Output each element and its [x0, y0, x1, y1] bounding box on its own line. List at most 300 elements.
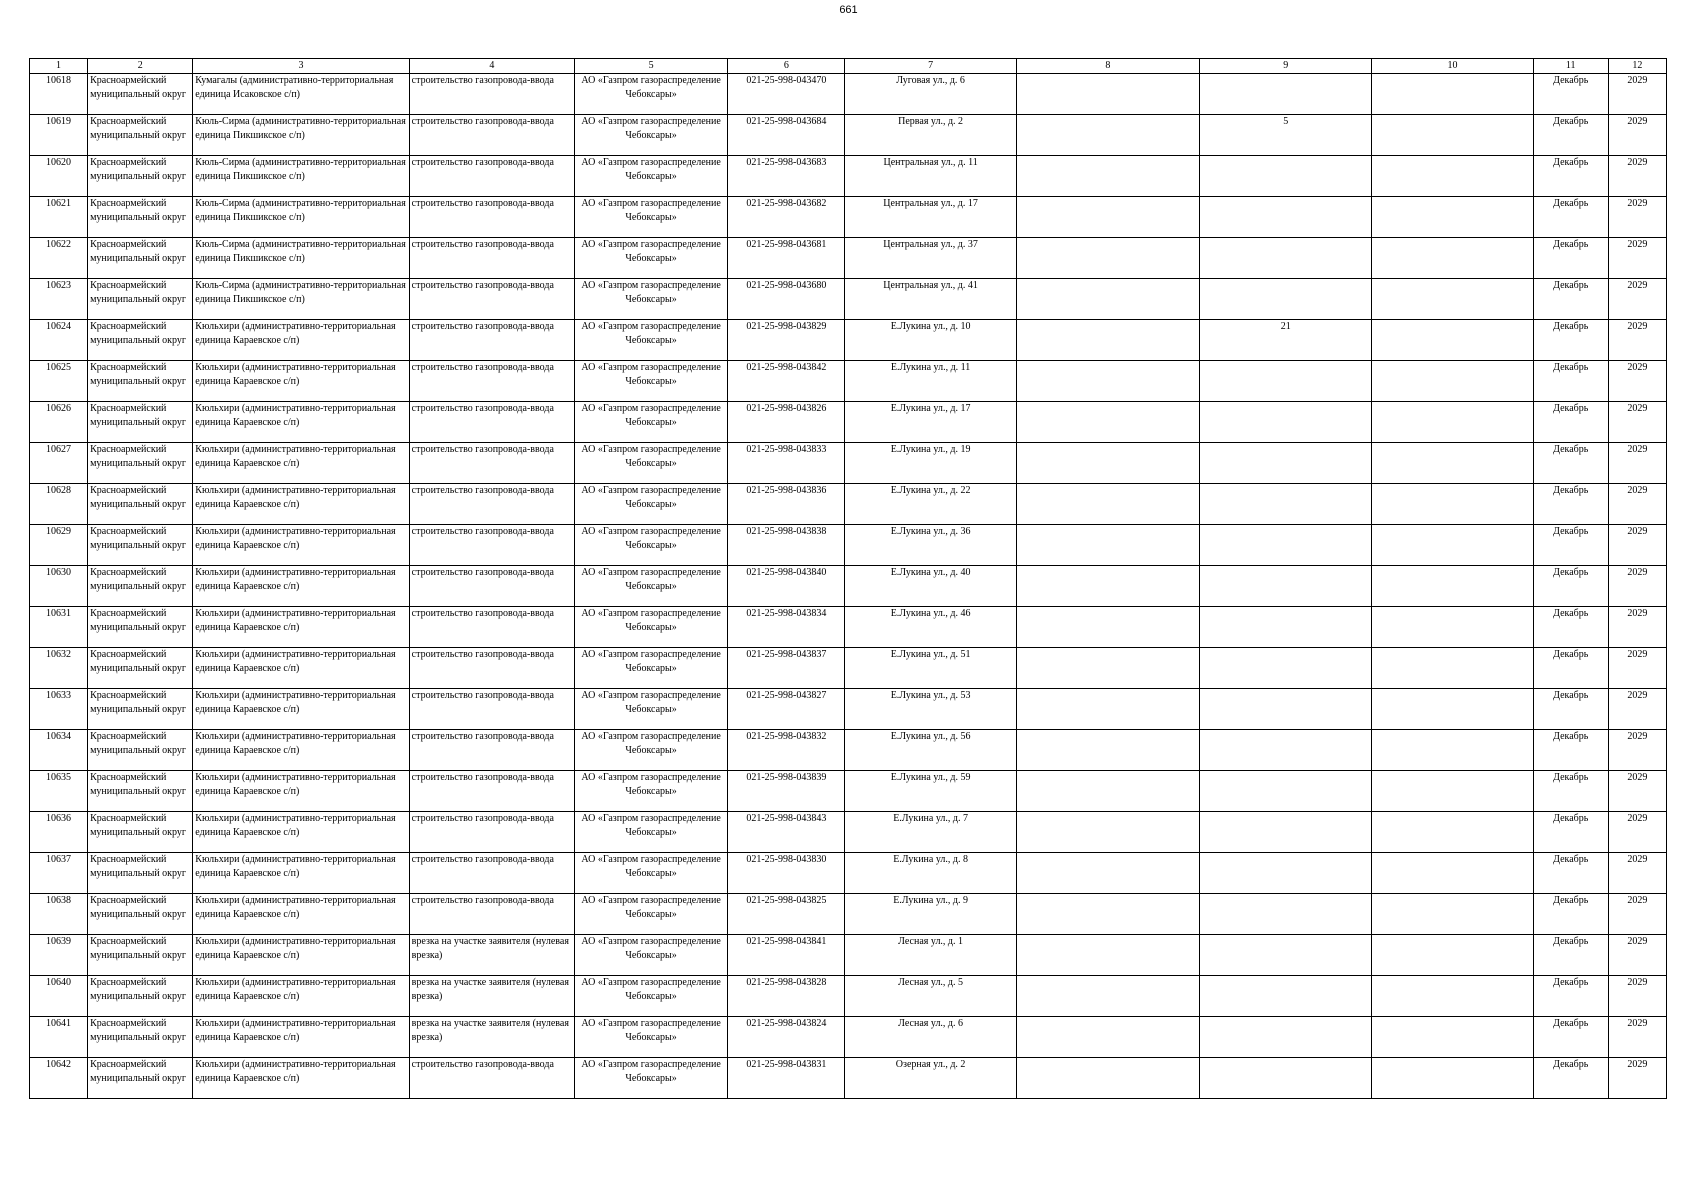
column-8-cell [1016, 115, 1199, 156]
organization-cell-text: АО «Газпром газораспределение Чебоксары» [581, 649, 721, 674]
year-cell [1608, 935, 1666, 976]
district-cell [88, 443, 193, 484]
address-cell [845, 74, 1016, 115]
column-8-cell-text [1019, 238, 1197, 278]
object-code-cell-text: 021-25-998-043841 [746, 936, 827, 947]
column-10-cell-text [1374, 1058, 1530, 1098]
row-number-cell [30, 812, 88, 853]
column-10-cell-text [1374, 443, 1530, 483]
year-cell-text: 2029 [1627, 362, 1648, 373]
column-9-cell [1200, 115, 1372, 156]
column-header: 4 [409, 59, 574, 74]
organization-cell-text: АО «Газпром газораспределение Чебоксары» [581, 485, 721, 510]
column-10-cell [1372, 853, 1533, 894]
column-8-cell [1016, 74, 1199, 115]
locality-cell-text: Кюльхири (административно-территориальная единица Караевское с/п) [195, 321, 396, 346]
district-cell-text: Красноармейский муниципальный округ [90, 239, 187, 264]
district-cell-text: Красноармейский муниципальный округ [90, 362, 187, 387]
locality-cell [193, 853, 409, 894]
address-cell-text: Е.Лукина ул., д. 59 [890, 772, 971, 783]
column-10-cell-text [1374, 320, 1530, 360]
work-type-cell-text: строительство газопровода-ввода [411, 772, 554, 783]
district-cell [88, 279, 193, 320]
column-9-cell-text [1202, 689, 1369, 729]
column-10-cell-text [1374, 115, 1530, 155]
object-code-cell-text: 021-25-998-043680 [746, 280, 827, 291]
district-cell [88, 607, 193, 648]
column-8-cell [1016, 484, 1199, 525]
column-10-cell [1372, 74, 1533, 115]
locality-cell-text: Кюльхири (административно-территориальная единица Караевское с/п) [195, 936, 396, 961]
locality-cell-text: Кюльхири (административно-территориальная единица Караевское с/п) [195, 362, 396, 387]
month-cell-text: Декабрь [1553, 690, 1589, 701]
district-cell [88, 361, 193, 402]
column-10-cell-text [1374, 525, 1530, 565]
work-type-cell [409, 443, 574, 484]
column-10-cell [1372, 1017, 1533, 1058]
table-row [30, 771, 1667, 812]
organization-cell [574, 648, 727, 689]
address-cell-text: Е.Лукина ул., д. 22 [890, 485, 971, 496]
year-cell-text: 2029 [1627, 157, 1648, 168]
year-cell-text: 2029 [1627, 198, 1648, 209]
address-cell-text: Центральная ул., д. 37 [883, 239, 978, 250]
year-cell [1608, 853, 1666, 894]
district-cell [88, 525, 193, 566]
district-cell [88, 74, 193, 115]
organization-cell-text: АО «Газпром газораспределение Чебоксары» [581, 608, 721, 633]
organization-cell-text: АО «Газпром газораспределение Чебоксары» [581, 731, 721, 756]
column-8-cell-text [1019, 976, 1197, 1016]
column-10-cell-text [1374, 238, 1530, 278]
column-10-cell [1372, 976, 1533, 1017]
year-cell [1608, 689, 1666, 730]
row-number-cell [30, 115, 88, 156]
month-cell-text: Декабрь [1553, 649, 1589, 660]
work-type-cell-text: врезка на участке заявителя (нулевая врезка) [411, 1018, 569, 1043]
month-cell-text: Декабрь [1553, 936, 1589, 947]
column-9-cell [1200, 320, 1372, 361]
year-cell-text: 2029 [1627, 772, 1648, 783]
object-code-cell [728, 976, 845, 1017]
district-cell [88, 812, 193, 853]
locality-cell-text: Кюль-Сирма (административно-территориальная единица Пикшикское с/п) [195, 116, 406, 141]
column-9-cell-text [1202, 197, 1369, 237]
table-row [30, 648, 1667, 689]
row-number-cell [30, 648, 88, 689]
column-8-cell-text [1019, 1017, 1197, 1057]
column-10-cell-text [1374, 566, 1530, 606]
work-type-cell-text: строительство газопровода-ввода [411, 895, 554, 906]
locality-cell [193, 74, 409, 115]
month-cell-text: Декабрь [1553, 403, 1589, 414]
locality-cell-text: Кюльхири (административно-территориальная единица Караевское с/п) [195, 895, 396, 920]
column-8-cell-text [1019, 566, 1197, 606]
work-type-cell [409, 74, 574, 115]
organization-cell-text: АО «Газпром газораспределение Чебоксары» [581, 198, 721, 223]
address-cell-text: Лесная ул., д. 6 [898, 1018, 964, 1029]
organization-cell-text: АО «Газпром газораспределение Чебоксары» [581, 444, 721, 469]
district-cell-text: Красноармейский муниципальный округ [90, 444, 187, 469]
column-9-cell-text [1202, 648, 1369, 688]
district-cell-text: Красноармейский муниципальный округ [90, 526, 187, 551]
month-cell [1533, 976, 1608, 1017]
address-cell-text: Озерная ул., д. 2 [895, 1059, 966, 1070]
object-code-cell-text: 021-25-998-043834 [746, 608, 827, 619]
locality-cell-text: Кюльхири (административно-территориальная единица Караевское с/п) [195, 608, 396, 633]
column-9-cell [1200, 74, 1372, 115]
address-cell [845, 812, 1016, 853]
district-cell [88, 566, 193, 607]
district-cell-text: Красноармейский муниципальный округ [90, 977, 187, 1002]
object-code-cell [728, 320, 845, 361]
organization-cell [574, 484, 727, 525]
year-cell [1608, 1058, 1666, 1099]
row-number-cell [30, 853, 88, 894]
column-8-cell [1016, 402, 1199, 443]
column-10-cell [1372, 607, 1533, 648]
object-code-cell-text: 021-25-998-043682 [746, 198, 827, 209]
month-cell [1533, 361, 1608, 402]
month-cell [1533, 935, 1608, 976]
column-10-cell-text [1374, 1017, 1530, 1057]
month-cell [1533, 484, 1608, 525]
work-type-cell [409, 361, 574, 402]
column-10-cell [1372, 402, 1533, 443]
district-cell [88, 197, 193, 238]
district-cell-text: Красноармейский муниципальный округ [90, 772, 187, 797]
object-code-cell-text: 021-25-998-043831 [746, 1059, 827, 1070]
address-cell [845, 197, 1016, 238]
table-row [30, 156, 1667, 197]
month-cell-text: Декабрь [1553, 1018, 1589, 1029]
work-type-cell [409, 689, 574, 730]
locality-cell [193, 115, 409, 156]
work-type-cell-text: врезка на участке заявителя (нулевая врезка) [411, 936, 569, 961]
table-row [30, 894, 1667, 935]
column-10-cell [1372, 197, 1533, 238]
column-header: 5 [574, 59, 727, 74]
column-9-cell [1200, 1058, 1372, 1099]
address-cell-text: Лесная ул., д. 5 [898, 977, 964, 988]
district-cell-text: Красноармейский муниципальный округ [90, 485, 187, 510]
work-type-cell [409, 402, 574, 443]
object-code-cell [728, 771, 845, 812]
column-8-cell-text [1019, 484, 1197, 524]
column-10-cell-text [1374, 607, 1530, 647]
work-type-cell [409, 648, 574, 689]
work-type-cell-text: строительство газопровода-ввода [411, 362, 554, 373]
locality-cell [193, 320, 409, 361]
address-cell-text: Е.Лукина ул., д. 10 [890, 321, 971, 332]
district-cell [88, 689, 193, 730]
organization-cell [574, 607, 727, 648]
object-code-cell-text: 021-25-998-043825 [746, 895, 827, 906]
row-number-cell [30, 730, 88, 771]
month-cell [1533, 443, 1608, 484]
row-number-cell [30, 320, 88, 361]
work-type-cell [409, 566, 574, 607]
month-cell-text: Декабрь [1553, 198, 1589, 209]
object-code-cell [728, 730, 845, 771]
column-8-cell-text [1019, 402, 1197, 442]
column-8-cell [1016, 1017, 1199, 1058]
locality-cell [193, 525, 409, 566]
work-type-cell [409, 935, 574, 976]
organization-cell [574, 853, 727, 894]
organization-cell-text: АО «Газпром газораспределение Чебоксары» [581, 1059, 721, 1084]
column-9-cell [1200, 156, 1372, 197]
column-8-cell [1016, 730, 1199, 771]
month-cell-text: Декабрь [1553, 321, 1589, 332]
month-cell [1533, 648, 1608, 689]
row-number-cell [30, 771, 88, 812]
address-cell-text: Е.Лукина ул., д. 36 [890, 526, 971, 537]
district-cell [88, 976, 193, 1017]
column-9-cell [1200, 771, 1372, 812]
column-8-cell [1016, 935, 1199, 976]
column-9-cell-text [1202, 156, 1369, 196]
column-8-cell [1016, 443, 1199, 484]
year-cell-text: 2029 [1627, 936, 1648, 947]
district-cell-text: Красноармейский муниципальный округ [90, 403, 187, 428]
work-type-cell-text: строительство газопровода-ввода [411, 813, 554, 824]
column-8-cell-text [1019, 853, 1197, 893]
organization-cell [574, 771, 727, 812]
row-number-cell-text: 10632 [46, 649, 72, 660]
work-type-cell-text: строительство газопровода-ввода [411, 403, 554, 414]
column-8-cell-text [1019, 689, 1197, 729]
year-cell [1608, 730, 1666, 771]
district-cell-text: Красноармейский муниципальный округ [90, 198, 187, 223]
column-8-cell-text [1019, 361, 1197, 401]
column-header: 6 [728, 59, 845, 74]
work-type-cell-text: строительство газопровода-ввода [411, 321, 554, 332]
work-type-cell [409, 484, 574, 525]
locality-cell-text: Кюльхири (административно-территориальная единица Караевское с/п) [195, 526, 396, 551]
table-row [30, 279, 1667, 320]
column-9-cell [1200, 525, 1372, 566]
row-number-cell [30, 484, 88, 525]
table-row [30, 1058, 1667, 1099]
district-cell [88, 648, 193, 689]
table-row [30, 689, 1667, 730]
object-code-cell [728, 361, 845, 402]
column-9-cell-text [1202, 730, 1369, 770]
month-cell [1533, 894, 1608, 935]
year-cell [1608, 894, 1666, 935]
year-cell-text: 2029 [1627, 977, 1648, 988]
organization-cell-text: АО «Газпром газораспределение Чебоксары» [581, 526, 721, 551]
row-number-cell-text: 10639 [46, 936, 72, 947]
column-8-cell [1016, 566, 1199, 607]
column-8-cell [1016, 238, 1199, 279]
column-8-cell-text [1019, 443, 1197, 483]
table-row [30, 361, 1667, 402]
row-number-cell [30, 607, 88, 648]
address-cell [845, 484, 1016, 525]
locality-cell [193, 894, 409, 935]
address-cell [845, 771, 1016, 812]
locality-cell [193, 1058, 409, 1099]
organization-cell [574, 812, 727, 853]
year-cell-text: 2029 [1627, 116, 1648, 127]
year-cell [1608, 320, 1666, 361]
object-code-cell-text: 021-25-998-043830 [746, 854, 827, 865]
month-cell-text: Декабрь [1553, 567, 1589, 578]
row-number-cell [30, 279, 88, 320]
month-cell [1533, 1017, 1608, 1058]
column-9-cell [1200, 976, 1372, 1017]
row-number-cell [30, 1017, 88, 1058]
column-9-cell-text [1202, 812, 1369, 852]
row-number-cell [30, 74, 88, 115]
work-type-cell [409, 115, 574, 156]
table-body [30, 74, 1667, 1099]
column-10-cell [1372, 1058, 1533, 1099]
object-code-cell [728, 1017, 845, 1058]
column-8-cell [1016, 361, 1199, 402]
district-cell [88, 1017, 193, 1058]
table-row [30, 484, 1667, 525]
address-cell-text: Е.Лукина ул., д. 51 [890, 649, 971, 660]
table-row [30, 197, 1667, 238]
column-9-cell-text [1202, 853, 1369, 893]
column-9-cell [1200, 894, 1372, 935]
work-type-cell [409, 853, 574, 894]
column-10-cell-text [1374, 771, 1530, 811]
row-number-cell-text: 10638 [46, 895, 72, 906]
column-9-cell [1200, 648, 1372, 689]
row-number-cell-text: 10623 [46, 280, 72, 291]
column-10-cell [1372, 566, 1533, 607]
month-cell [1533, 566, 1608, 607]
table-row [30, 812, 1667, 853]
column-10-cell-text [1374, 279, 1530, 319]
address-cell [845, 730, 1016, 771]
month-cell-text: Декабрь [1553, 813, 1589, 824]
column-9-cell-text [1202, 361, 1369, 401]
year-cell-text: 2029 [1627, 526, 1648, 537]
object-code-cell [728, 115, 845, 156]
locality-cell-text: Кюльхири (административно-территориальная единица Караевское с/п) [195, 977, 396, 1002]
district-cell-text: Красноармейский муниципальный округ [90, 649, 187, 674]
district-cell [88, 115, 193, 156]
address-cell [845, 607, 1016, 648]
object-code-cell-text: 021-25-998-043827 [746, 690, 827, 701]
organization-cell [574, 566, 727, 607]
organization-cell [574, 361, 727, 402]
locality-cell [193, 771, 409, 812]
organization-cell-text: АО «Газпром газораспределение Чебоксары» [581, 936, 721, 961]
organization-cell [574, 1017, 727, 1058]
district-cell-text: Красноармейский муниципальный округ [90, 854, 187, 879]
column-9-cell-text [1202, 74, 1369, 114]
row-number-cell-text: 10625 [46, 362, 72, 373]
year-cell-text: 2029 [1627, 280, 1648, 291]
address-cell-text: Первая ул., д. 2 [898, 116, 964, 127]
column-10-cell [1372, 361, 1533, 402]
column-9-cell-text [1202, 279, 1369, 319]
locality-cell-text: Кюльхири (административно-территориальная единица Караевское с/п) [195, 649, 396, 674]
row-number-cell [30, 894, 88, 935]
month-cell [1533, 115, 1608, 156]
work-type-cell [409, 525, 574, 566]
object-code-cell [728, 197, 845, 238]
column-8-cell-text [1019, 197, 1197, 237]
column-9-cell-text [1202, 771, 1369, 811]
locality-cell-text: Кюльхири (административно-территориальная единица Караевское с/п) [195, 485, 396, 510]
year-cell-text: 2029 [1627, 608, 1648, 619]
row-number-cell-text: 10642 [46, 1059, 72, 1070]
address-cell-text: Луговая ул., д. 6 [896, 75, 965, 86]
column-8-cell-text [1019, 320, 1197, 360]
row-number-cell [30, 525, 88, 566]
organization-cell-text: АО «Газпром газораспределение Чебоксары» [581, 157, 721, 182]
year-cell [1608, 279, 1666, 320]
row-number-cell-text: 10635 [46, 772, 72, 783]
column-9-cell [1200, 1017, 1372, 1058]
year-cell [1608, 74, 1666, 115]
row-number-cell-text: 10633 [46, 690, 72, 701]
column-10-cell [1372, 812, 1533, 853]
month-cell-text: Декабрь [1553, 362, 1589, 373]
column-10-cell-text [1374, 894, 1530, 934]
month-cell-text: Декабрь [1553, 116, 1589, 127]
address-cell [845, 402, 1016, 443]
column-9-cell [1200, 853, 1372, 894]
column-8-cell-text [1019, 812, 1197, 852]
column-8-cell [1016, 689, 1199, 730]
address-cell-text: Е.Лукина ул., д. 19 [890, 444, 971, 455]
work-type-cell [409, 976, 574, 1017]
table-row [30, 238, 1667, 279]
object-code-cell [728, 156, 845, 197]
work-type-cell-text: строительство газопровода-ввода [411, 854, 554, 865]
object-code-cell-text: 021-25-998-043683 [746, 157, 827, 168]
month-cell-text: Декабрь [1553, 280, 1589, 291]
column-10-cell-text [1374, 853, 1530, 893]
address-cell [845, 525, 1016, 566]
work-type-cell [409, 279, 574, 320]
object-code-cell-text: 021-25-998-043836 [746, 485, 827, 496]
year-cell [1608, 1017, 1666, 1058]
address-cell [845, 648, 1016, 689]
column-9-cell-text [1202, 525, 1369, 565]
work-type-cell [409, 238, 574, 279]
month-cell-text: Декабрь [1553, 526, 1589, 537]
column-9-cell-text [1202, 1058, 1369, 1098]
address-cell-text: Е.Лукина ул., д. 40 [890, 567, 971, 578]
address-cell [845, 156, 1016, 197]
organization-cell [574, 279, 727, 320]
district-cell-text: Красноармейский муниципальный округ [90, 1059, 187, 1084]
column-10-cell [1372, 771, 1533, 812]
column-9-cell [1200, 361, 1372, 402]
column-10-cell [1372, 935, 1533, 976]
district-cell [88, 730, 193, 771]
column-header: 10 [1372, 59, 1533, 74]
address-cell-text: Е.Лукина ул., д. 9 [893, 895, 968, 906]
district-cell-text: Красноармейский муниципальный округ [90, 936, 187, 961]
year-cell-text: 2029 [1627, 239, 1648, 250]
table-row [30, 607, 1667, 648]
address-cell-text: Центральная ул., д. 17 [883, 198, 978, 209]
column-9-cell [1200, 812, 1372, 853]
column-8-cell [1016, 607, 1199, 648]
table-row [30, 525, 1667, 566]
month-cell-text: Декабрь [1553, 895, 1589, 906]
